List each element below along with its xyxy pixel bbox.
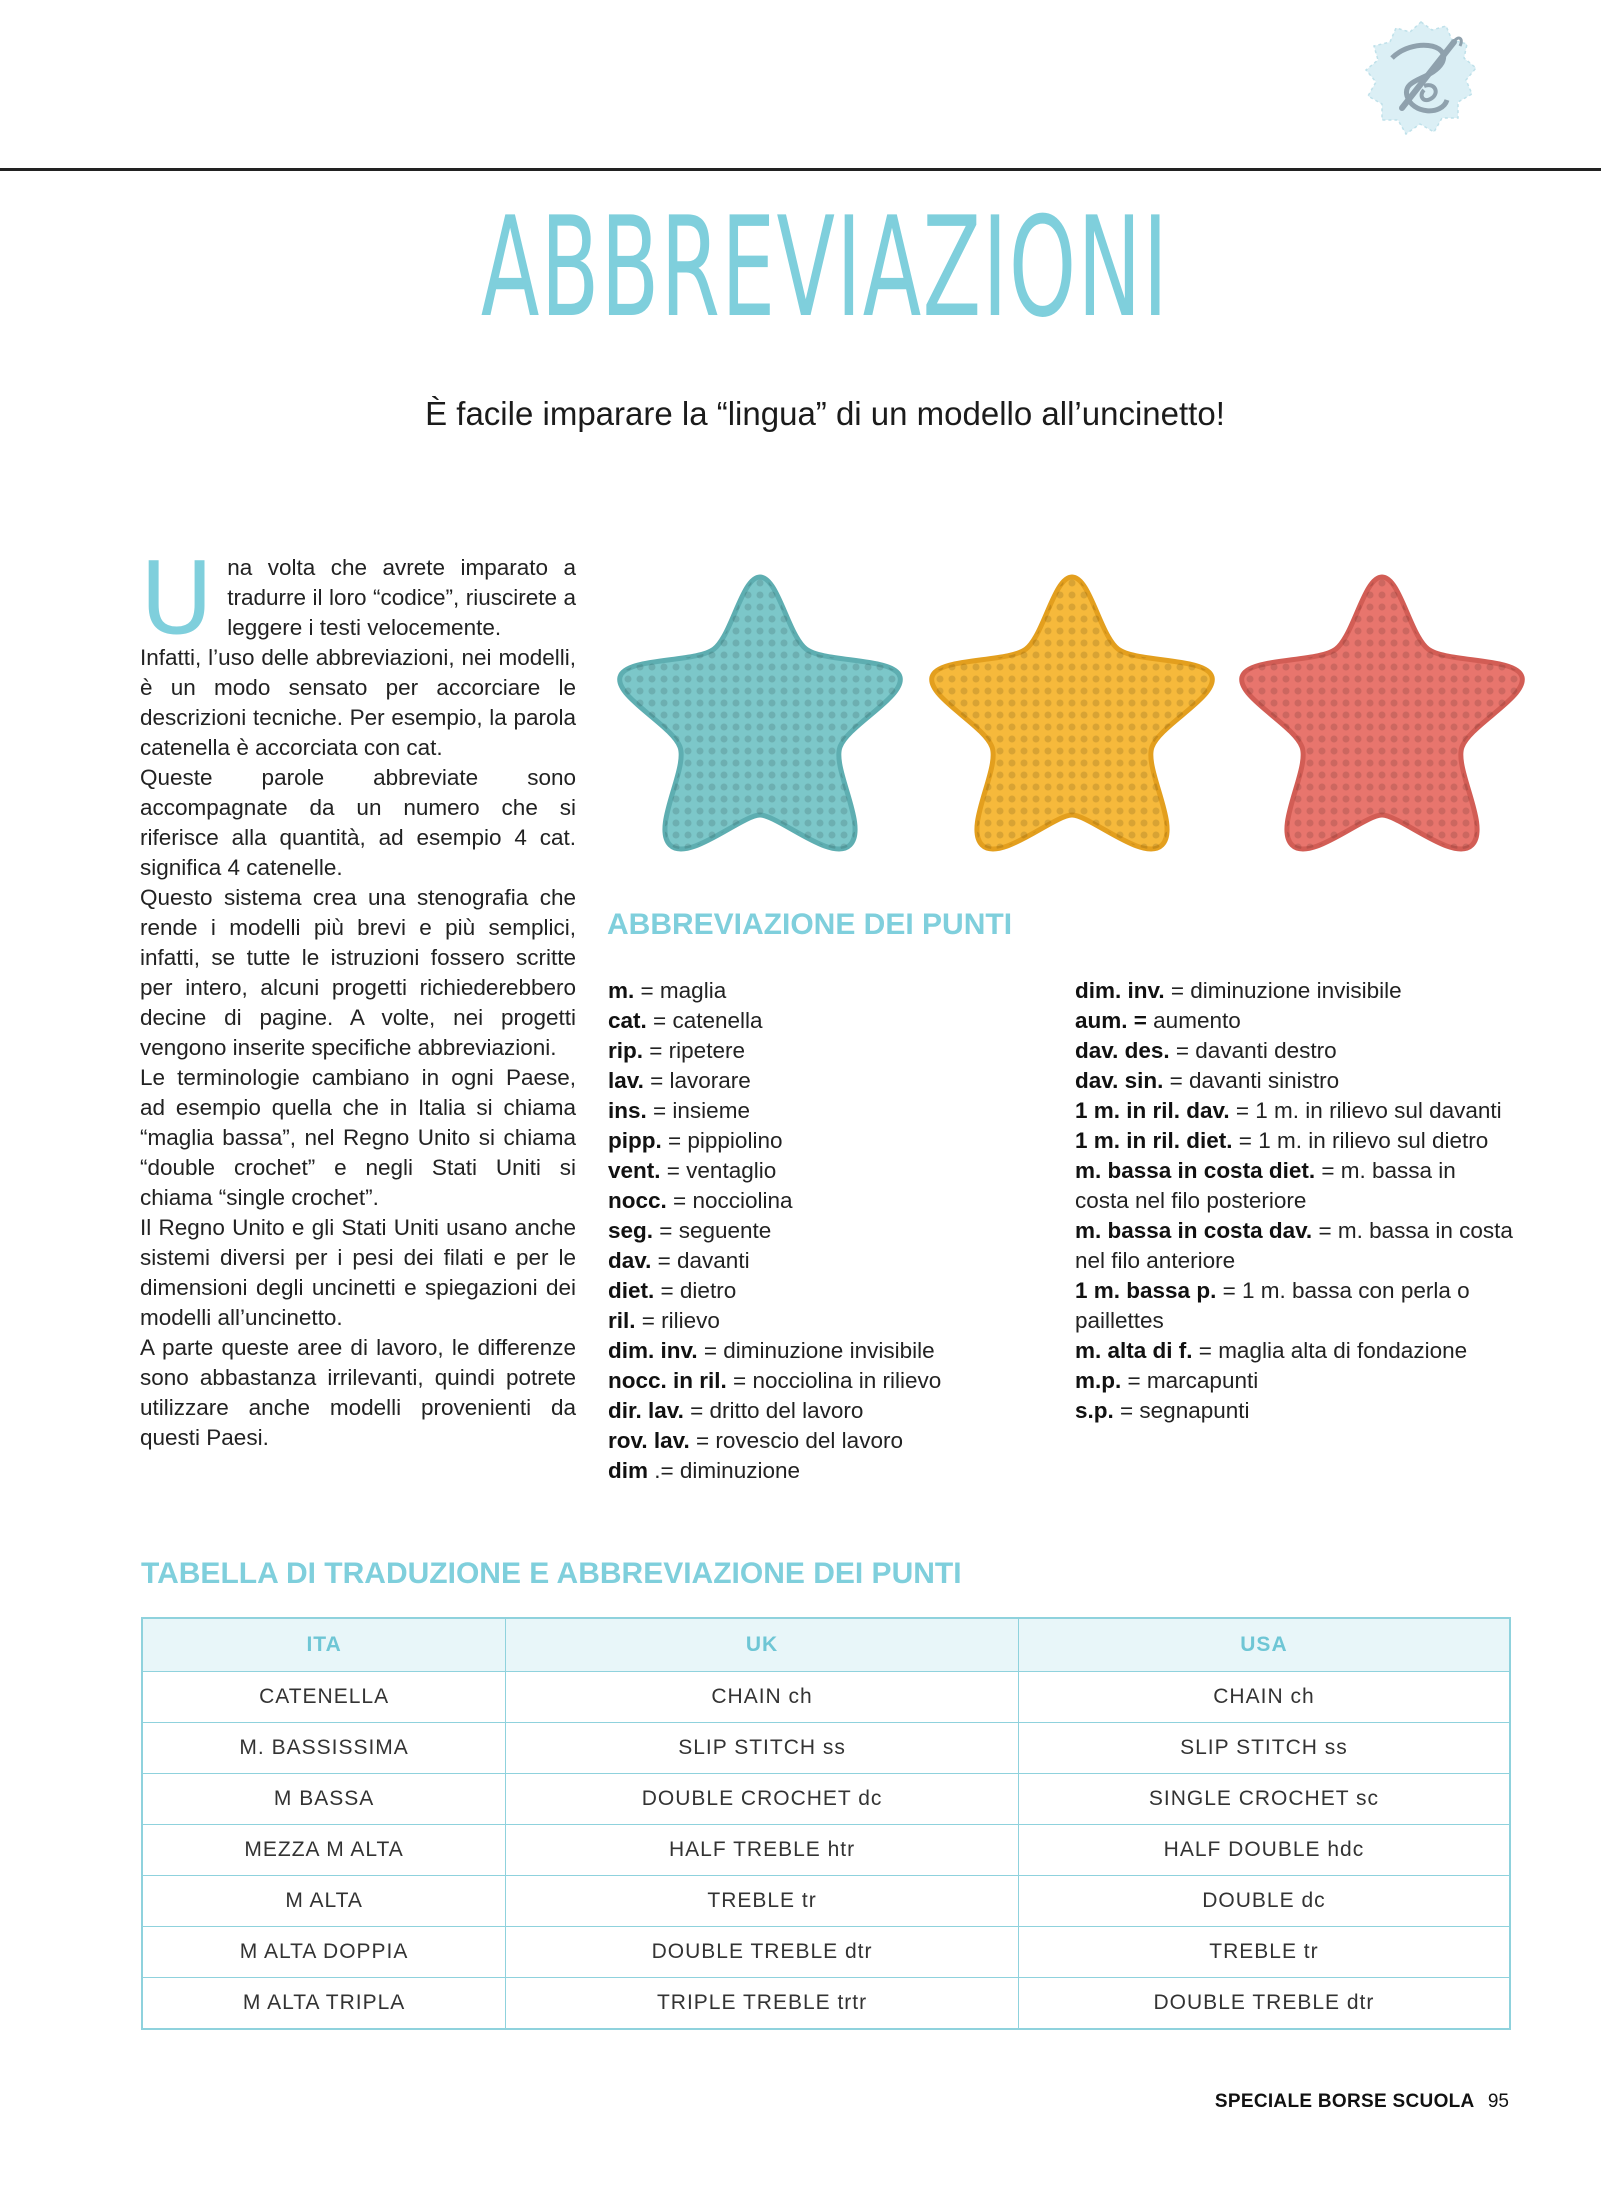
table-cell: M ALTA TRIPLA xyxy=(142,1978,506,2030)
table-row xyxy=(142,1825,1510,1876)
table-cell: DOUBLE TREBLE dtr xyxy=(1018,1978,1510,2030)
abbr-item: dim .= diminuzione xyxy=(608,1458,800,1483)
page-subtitle: È facile imparare la “lingua” di un modello all’uncinetto! xyxy=(425,395,1225,432)
column-header-ita: ITA xyxy=(142,1618,506,1672)
header-rule xyxy=(0,168,1601,171)
abbr-item: dim. inv. = diminuzione invisibile xyxy=(1075,978,1402,1003)
abbr-item: nocc. in ril. = nocciolina in rilievo xyxy=(608,1368,942,1393)
drop-cap: U xyxy=(140,540,214,657)
intro-paragraph: Le terminologie cambiano in ogni Paese, ad esempio quella che in Italia si chiama “maglia bassa”, nel Regno Unito si chiama “double crochet” e negli Stati Uniti si chiama “single crochet”. xyxy=(140,1065,576,1210)
abbr-item: dav. = davanti xyxy=(608,1248,750,1273)
table-row xyxy=(142,1723,1510,1774)
abbr-item: aum. = aumento xyxy=(1075,1008,1241,1033)
stitches-heading: ABBREVIAZIONE DEI PUNTI xyxy=(607,908,1013,941)
table-cell: TREBLE tr xyxy=(1018,1927,1510,1978)
table-cell: CHAIN ch xyxy=(506,1672,1019,1723)
table-cell: SLIP STITCH ss xyxy=(506,1723,1019,1774)
table-cell: CHAIN ch xyxy=(1018,1672,1510,1723)
table-cell: TREBLE tr xyxy=(506,1876,1019,1927)
table-cell: SLIP STITCH ss xyxy=(1018,1723,1510,1774)
abbr-item: rip. = ripetere xyxy=(608,1038,745,1063)
yellow-star xyxy=(932,577,1213,849)
abbr-item: m. alta di f. = maglia alta di fondazione xyxy=(1075,1338,1468,1363)
intro-paragraph: Questo sistema crea una stenografia che rende i modelli più brevi e più semplici, infatti, se tutte le istruzioni fossero scritte per intero, alcuni progetti richiederebbero decine di pagine. A volte, nei progetti vengono inserite specifiche abbreviazioni. xyxy=(140,885,576,1060)
table-cell: DOUBLE dc xyxy=(1018,1876,1510,1927)
abbr-item: nocc. = nocciolina xyxy=(608,1188,793,1213)
table-cell: HALF DOUBLE hdc xyxy=(1018,1825,1510,1876)
page-number: 95 xyxy=(1487,2091,1509,2112)
table-heading: TABELLA DI TRADUZIONE E ABBREVIAZIONE DEI PUNTI xyxy=(141,1557,962,1590)
table-cell: M BASSA xyxy=(142,1774,506,1825)
abbr-item: dir. lav. = dritto del lavoro xyxy=(608,1398,864,1423)
abbr-item: vent. = ventaglio xyxy=(608,1158,777,1183)
abbr-item: m. bassa in costa diet. = m. bassa in costa nel filo posteriore xyxy=(1075,1158,1456,1213)
table-cell: SINGLE CROCHET sc xyxy=(1018,1774,1510,1825)
crochet-hook-logo-icon xyxy=(1362,18,1480,158)
abbr-item: dav. des. = davanti destro xyxy=(1075,1038,1337,1063)
intro-paragraph: Infatti, l’uso delle abbreviazioni, nei modelli, è un modo sensato per accorciare le descrizioni tecniche. Per esempio, la parola catenella è accorciata con cat. xyxy=(140,645,576,760)
abbreviation-list-right xyxy=(1075,976,1515,1426)
page-footer xyxy=(1215,2091,1509,2113)
abbr-item: cat. = catenella xyxy=(608,1008,763,1033)
intro-paragraph: A parte queste aree di lavoro, le differenze sono abbastanza irrilevanti, quindi potrete utilizzare anche modelli provenienti da questi Paesi. xyxy=(140,1335,576,1450)
abbr-item: diet. = dietro xyxy=(608,1278,737,1303)
crochet-stars-photo xyxy=(610,565,1560,870)
table-cell: MEZZA M ALTA xyxy=(142,1825,506,1876)
column-header-uk: UK xyxy=(506,1618,1019,1672)
abbr-item: rov. lav. = rovescio del lavoro xyxy=(608,1428,903,1453)
table-cell: DOUBLE CROCHET dc xyxy=(506,1774,1019,1825)
abbr-item: lav. = lavorare xyxy=(608,1068,751,1093)
translation-table xyxy=(141,1617,1511,2030)
table-row xyxy=(142,1978,1510,2030)
abbr-item: 1 m. in ril. dav. = 1 m. in rilievo sul davanti xyxy=(1075,1098,1502,1123)
table-row xyxy=(142,1672,1510,1723)
publication-name: SPECIALE BORSE SCUOLA xyxy=(1214,2091,1475,2112)
table-row xyxy=(142,1774,1510,1825)
abbr-item: s.p. = segnapunti xyxy=(1075,1398,1250,1423)
table-cell: TRIPLE TREBLE trtr xyxy=(506,1978,1019,2030)
blue-star xyxy=(620,577,901,849)
table-cell: M ALTA DOPPIA xyxy=(142,1927,506,1978)
table-cell: M. BASSISSIMA xyxy=(142,1723,506,1774)
abbr-item: ril. = rilievo xyxy=(608,1308,720,1333)
table-cell: DOUBLE TREBLE dtr xyxy=(506,1927,1019,1978)
table-row xyxy=(142,1927,1510,1978)
intro-paragraph: Queste parole abbreviate sono accompagnate da un numero che si riferisce alla quantità, ad esempio 4 cat. significa 4 catenelle. xyxy=(140,765,576,880)
table-row xyxy=(142,1876,1510,1927)
abbr-item: dim. inv. = diminuzione invisibile xyxy=(608,1338,935,1363)
abbr-item: m. bassa in costa dav. = m. bassa in costa nel filo anteriore xyxy=(1075,1218,1513,1273)
page-title: ABBREVIAZIONI xyxy=(480,187,1170,348)
table-cell: HALF TREBLE htr xyxy=(506,1825,1019,1876)
abbr-item: seg. = seguente xyxy=(608,1218,772,1243)
red-star xyxy=(1242,577,1523,849)
abbr-item: 1 m. in ril. diet. = 1 m. in rilievo sul dietro xyxy=(1075,1128,1489,1153)
abbr-item: 1 m. bassa p. = 1 m. bassa con perla o paillettes xyxy=(1075,1278,1470,1333)
table-header-row xyxy=(142,1618,1510,1672)
intro-text xyxy=(140,540,576,1453)
table-cell: CATENELLA xyxy=(142,1672,506,1723)
abbr-item: m. = maglia xyxy=(608,978,727,1003)
abbr-item: pipp. = pippiolino xyxy=(608,1128,783,1153)
intro-paragraph: na volta che avrete imparato a tradurre il loro “codice”, riuscirete a leggere i testi velocemente. xyxy=(227,555,576,640)
abbr-item: m.p. = marcapunti xyxy=(1075,1368,1259,1393)
table-cell: M ALTA xyxy=(142,1876,506,1927)
abbreviation-list-left xyxy=(608,976,1048,1486)
abbr-item: ins. = insieme xyxy=(608,1098,750,1123)
intro-paragraph: Il Regno Unito e gli Stati Uniti usano anche sistemi diversi per i pesi dei filati e per le dimensioni degli uncinetti e spiegazioni dei modelli all’uncinetto. xyxy=(140,1215,576,1330)
column-header-usa: USA xyxy=(1018,1618,1510,1672)
abbr-item: dav. sin. = davanti sinistro xyxy=(1075,1068,1340,1093)
